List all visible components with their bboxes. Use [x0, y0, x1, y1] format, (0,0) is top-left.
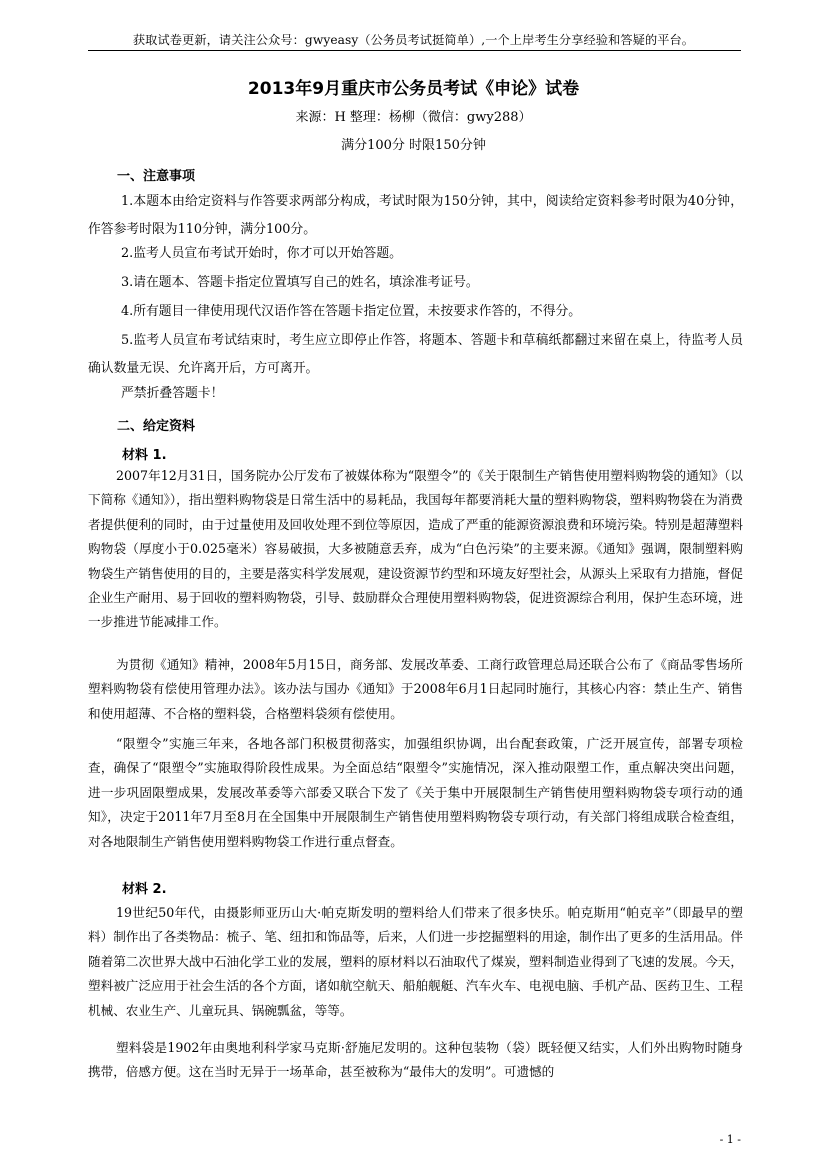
material-1-title: 材料 1.: [122, 448, 167, 463]
material-paragraph: 为贯彻《通知》精神，2008年5月15日，商务部、发展改革委、工商行政管理总局还联合公布了《商品零售场所塑料购物袋有偿使用管理办法》。该办法与国办《通知》于2008年6月1日起同时施行，其核心内容：禁止生产、销售和使用超薄、不合格的塑料袋，合格塑料袋须有偿使用。: [88, 657, 743, 721]
material-paragraph: 塑料袋是1902年由奥地利科学家马克斯·舒施尼发明的。这种包装物（袋）既轻便又结实，人们外出购物时随身携带，倍感方便。这在当时无异于一场革命，甚至被称为“最伟大的发明”。可遗憾的: [88, 1040, 743, 1080]
page-header: [0, 0, 827, 56]
notice-warning: 严禁折叠答题卡！: [121, 386, 224, 401]
header-notice: 获取试卷更新，请关注公众号：gwyeasy（公务员考试挺简单）,一个上岸考生分享经验和答疑的平台。: [132, 33, 695, 47]
notice-item: 1.本题本由给定资料与作答要求两部分构成，考试时限为150分钟，其中，阅读给定资料参考时限为40分钟，作答参考时限为110分钟，满分100分。: [88, 194, 743, 237]
material-paragraph: “限塑令”实施三年来，各地各部门积极贯彻落实，加强组织协调，出台配套政策，广泛开展宣传，部署专项检查，确保了“限塑令”实施取得阶段性成果。为全面总结“限塑令”实施情况，深入推动限塑工作，重点解决突出问题，进一步巩固限塑成果，发展改革委等六部委又联合下发了《关于集中开展限制生产销售使用塑料购物袋专项行动的通知》，决定于2011年7月至8月在全国集中开展限制生产销售使用塑料购物袋专项行动，有关部门将组成联合检查组，对各地限制生产销售使用塑料购物袋工作进行重点督查。: [88, 736, 743, 849]
notice-item: 2.监考人员宣布考试开始时，你才可以开始答题。: [121, 246, 402, 261]
header-divider: [88, 50, 741, 51]
document-title: 2013年9月重庆市公务员考试《申论》试卷: [247, 79, 580, 99]
material-paragraph: 2007年12月31日，国务院办公厅发布了被媒体称为“限塑令”的《关于限制生产销售使用塑料购物袋的通知》（以下简称《通知》），指出塑料购物袋是日常生活中的易耗品，我国每年都要消耗大量的塑料购物袋，塑料购物袋在为消费者提供便利的同时，由于过量使用及回收处理不到位等原因，造成了严重的能源资源浪费和环境污染。特别是超薄塑料购物袋（厚度小于0.025毫米）容易破损，大多被随意丢弃，成为“白色污染”的主要来源。《通知》强调，限制塑料购物袋生产销售使用的目的，主要是落实科学发展观，建设资源节约型和环境友好型社会，从源头上采取有力措施，督促企业生产耐用、易于回收的塑料购物袋，引导、鼓励群众合理使用塑料购物袋，促进资源综合利用，保护生态环境，进一步推进节能减排工作。: [88, 468, 743, 630]
material-paragraph: 19世纪50年代，由摄影师亚历山大·帕克斯发明的塑料给人们带来了很多快乐。帕克斯用“帕克辛”（即最早的塑料）制作出了各类物品：梳子、笔、纽扣和饰品等，后来，人们进一步挖掘塑料的用途，制作出了更多的生活用品。伴随着第二次世界大战中石油化学工业的发展，塑料的原材料以石油取代了煤炭，塑料制造业得到了飞速的发展。今天，塑料被广泛应用于社会生活的各个方面，诸如航空航天、船舶舰艇、汽车火车、电视电脑、手机产品、医药卫生、工程机械、农业生产、儿童玩具、锅碗瓢盆，等等。: [88, 905, 743, 1018]
material-2-title: 材料 2.: [122, 882, 167, 897]
notice-item: 5.监考人员宣布考试结束时，考生应立即停止作答，将题本、答题卡和草稿纸都翻过来留在桌上，待监考人员确认数量无误、允许离开后，方可离开。: [88, 333, 743, 376]
notice-item: 3.请在题本、答题卡指定位置填写自己的姓名，填涂准考证号。: [121, 275, 479, 290]
source-line: 来源：H 整理：杨柳（微信：gwy288）: [295, 110, 532, 125]
section-heading-materials: 二、给定资料: [117, 419, 196, 434]
score-time-line: 满分100分 时限150分钟: [341, 138, 486, 153]
section-heading-notices: 一、注意事项: [117, 169, 196, 184]
notice-item: 4.所有题目一律使用现代汉语作答在答题卡指定位置，未按要求作答的，不得分。: [121, 304, 582, 319]
page-number: - 1 -: [719, 1133, 741, 1146]
